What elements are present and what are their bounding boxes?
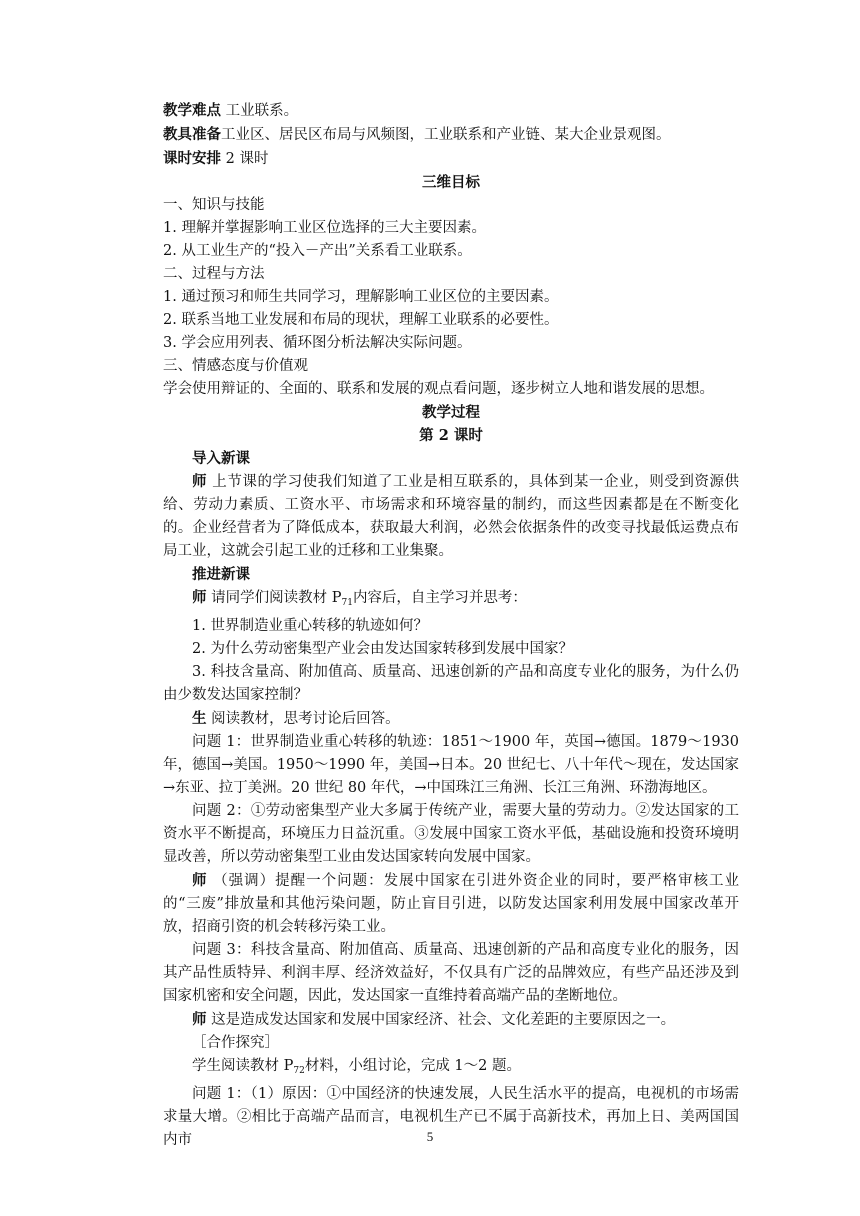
objective-line: 二、过程与方法 bbox=[163, 266, 265, 282]
coop-text-a: 学生阅读教材 P bbox=[192, 1058, 294, 1074]
student-text: 阅读教材，思考讨论后回答。 bbox=[211, 711, 400, 727]
tools-label: 教具准备 bbox=[163, 126, 221, 143]
page-content bbox=[163, 99, 739, 1152]
teacher-prompt-text-b: 内容后，自主学习并思考： bbox=[352, 590, 527, 606]
page-number: 5 bbox=[426, 1129, 434, 1144]
coop-answer: 问题 1：（1）原因：①中国经济的快速发展，人民生活水平的提高，电视机的市场需求量大增。②相比于高端产品而言，电视机生产已不属于高新技术，再加上日、美两国国内市 bbox=[163, 1086, 739, 1148]
objectives-title: 三维目标 bbox=[422, 174, 480, 191]
objective-line: 一、知识与技能 bbox=[163, 197, 265, 213]
process-title: 教学过程 bbox=[422, 404, 480, 421]
speaker-student: 生 bbox=[192, 710, 207, 727]
schedule-text: 2 课时 bbox=[225, 151, 269, 167]
difficulty-text: 工业联系。 bbox=[225, 103, 299, 119]
objective-line: 1. 通过预习和师生共同学习，理解影响工业区位的主要因素。 bbox=[163, 289, 559, 305]
answer-1: 问题 1：世界制造业重心转移的轨迹：1851～1900 年，英国→德国。1879～1930 年，德国→美国。1950～1990 年，美国→日本。20 世纪七、八十年代～现在，发达国家→东亚、拉丁美洲。20 世纪 80 年代，→中国珠江三角洲、长江三角洲、环渤海地区。 bbox=[163, 734, 739, 796]
answer-2: 问题 2：①劳动密集型产业大多属于传统产业，需要大量的劳动力。②发达国家的工资水平不断提高，环境压力日益沉重。③发展中国家工资水平低，基础设施和投资环境明显改善，所以劳动密集型工业由发达国家转向发展中国家。 bbox=[163, 803, 739, 865]
difficulty-label: 教学难点 bbox=[163, 102, 221, 119]
objective-line: 学会使用辩证的、全面的、联系和发展的观点看问题，逐步树立人地和谐发展的思想。 bbox=[163, 381, 714, 397]
teacher-summary-text: 这是造成发达国家和发展中国家经济、社会、文化差距的主要原因之一。 bbox=[211, 1012, 676, 1028]
speaker-teacher: 师 bbox=[192, 473, 208, 490]
coop-text-b: 材料，小组讨论，完成 1～2 题。 bbox=[304, 1058, 521, 1074]
objective-line: 1. 理解并掌握影响工业区位选择的三大主要因素。 bbox=[163, 220, 486, 236]
teacher-prompt-text-a: 请同学们阅读教材 P bbox=[211, 590, 342, 606]
intro-text: 上节课的学习使我们知道了工业是相互联系的，具体到某一企业，则受到资源供给、劳动力素质、工资水平、市场需求和环境容量的制约，而这些因素都是在不断变化的。企业经营者为了降低成本，获取最大利润，必然会依据条件的改变寻找最低运费点布局工业，这就会引起工业的迁移和工业集聚。 bbox=[163, 474, 740, 559]
coop-instruction bbox=[163, 1055, 739, 1083]
coop-heading: ［合作探究］ bbox=[192, 1035, 279, 1051]
objective-line: 三、情感态度与价值观 bbox=[163, 358, 308, 374]
teaching-difficulty bbox=[163, 99, 739, 123]
objective-line: 3. 学会应用列表、循环图分析法解决实际问题。 bbox=[163, 335, 472, 351]
question-item: 1. 世界制造业重心转移的轨迹如何？ bbox=[192, 618, 428, 634]
page-subscript: 72 bbox=[293, 1066, 305, 1076]
question-item: 3. 科技含量高、附加值高、质量高、迅速创新的产品和高度专业化的服务，为什么仍由少数发达国家控制？ bbox=[163, 664, 739, 703]
lesson-title: 第 2 课时 bbox=[419, 427, 483, 444]
answer-3: 问题 3：科技含量高、附加值高、质量高、迅速创新的产品和高度专业化的服务，因其产品性质特异、利润丰厚、经济效益好，不仅具有广泛的品牌效应，有些产品还涉及到国家机密和安全问题，因此，发达国家一直维持着高端产品的垄断地位。 bbox=[163, 942, 739, 1004]
objective-line: 2. 联系当地工业发展和布局的现状，理解工业联系的必要性。 bbox=[163, 312, 559, 328]
advance-heading: 推进新课 bbox=[192, 566, 250, 583]
teacher-emphasis bbox=[163, 869, 739, 939]
intro-paragraph bbox=[163, 470, 739, 563]
tools-text: 工业区、居民区布局与风频图，工业联系和产业链、某大企业景观图。 bbox=[221, 127, 671, 143]
speaker-teacher: 师 bbox=[192, 1011, 207, 1028]
question-item: 2. 为什么劳动密集型产业会由发达国家转移到发展中国家？ bbox=[192, 641, 573, 657]
speaker-teacher: 师 bbox=[192, 872, 208, 889]
teacher-summary bbox=[163, 1008, 739, 1032]
schedule-label: 课时安排 bbox=[163, 150, 221, 167]
class-schedule bbox=[163, 147, 739, 171]
intro-heading: 导入新课 bbox=[192, 450, 250, 467]
speaker-teacher: 师 bbox=[192, 589, 207, 606]
objective-line: 2. 从工业生产的“投入－产出”关系看工业联系。 bbox=[163, 243, 472, 259]
teaching-tools bbox=[163, 123, 739, 147]
teacher-emphasis-text: （强调）提醒一个问题：发展中国家在引进外资企业的同时，要严格审核工业的“三废”排放量和其他污染问题，防止盲目引进，以防发达国家利用发展中国家改革开放，招商引资的机会转移污染工业。 bbox=[163, 873, 740, 935]
teacher-prompt bbox=[163, 586, 739, 615]
student-response bbox=[163, 707, 739, 731]
page-subscript: 71 bbox=[341, 598, 353, 608]
